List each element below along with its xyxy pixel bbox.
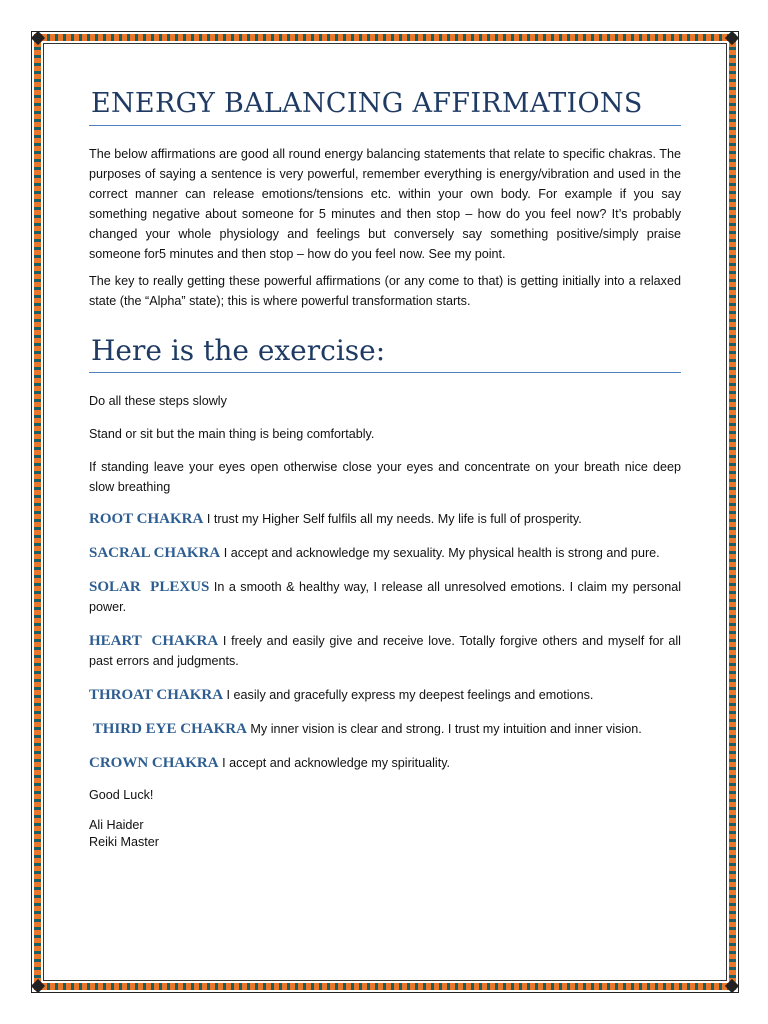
chakra-solar-plexus <box>89 577 685 617</box>
closing-line: Good Luck! <box>89 788 154 802</box>
chakra-solar-plexus-text: In a smooth & healthy way, I release all unresolved emotions. I claim my personal power. <box>89 580 685 614</box>
step-1: Do all these steps slowly <box>89 394 227 408</box>
chakra-crown-text: I accept and acknowledge my spirituality. <box>218 756 451 770</box>
chakra-throat-text: I easily and gracefully express my deepest feelings and emotions. <box>223 688 594 702</box>
chakra-throat-label: THROAT CHAKRA <box>89 687 224 703</box>
page-border-left <box>34 34 41 990</box>
page-border-top <box>34 34 736 41</box>
document-body <box>89 88 685 851</box>
chakra-third-eye-label: THIRD EYE CHAKRA <box>89 721 247 737</box>
chakra-third-eye <box>89 719 681 739</box>
chakra-sacral-text: I accept and acknowledge my sexuality. My physical health is strong and pure. <box>220 546 660 560</box>
chakra-root <box>89 509 681 529</box>
chakra-heart-text: I freely and easily give and receive love. Totally forgive others and myself for all past errors and judgments. <box>89 634 685 668</box>
step-2: Stand or sit but the main thing is being comfortably. <box>89 427 375 441</box>
intro-paragraph-1: The below affirmations are good all round energy balancing statements that relate to specific chakras. The purposes of saying a sentence is very powerful, remember everything is energy/vibration and used in the correct manner can release emotions/tensions etc. within your own body. For example if you say something negative about someone for 5 minutes and then stop – how do you feel now? It’s probably changed your whole physiology and feelings but conversely say something positive/simply praise someone for5 minutes and then stop – how do you feel now. See my point. <box>89 147 681 261</box>
step-3: If standing leave your eyes open otherwise close your eyes and concentrate on your breath nice deep slow breathing <box>89 460 681 494</box>
chakra-crown <box>89 753 681 773</box>
intro-paragraph-2: The key to really getting these powerful affirmations (or any come to that) is getting initially into a relaxed state (the “Alpha” state); this is where powerful transformation starts. <box>89 274 681 308</box>
chakra-third-eye-text: My inner vision is clear and strong. I trust my intuition and inner vision. <box>246 722 642 736</box>
chakra-root-text: I trust my Higher Self fulfils all my needs. My life is full of prosperity. <box>203 512 582 526</box>
chakra-crown-label: CROWN CHAKRA <box>89 755 219 771</box>
chakra-sacral-label: SACRAL CHAKRA <box>89 545 221 561</box>
chakra-heart-label: HEART CHAKRA <box>89 633 219 649</box>
page-border-right <box>729 34 736 990</box>
page-title: ENERGY BALANCING AFFIRMATIONS <box>89 88 681 126</box>
page-border-bottom <box>34 983 736 990</box>
chakra-solar-plexus-label: SOLAR PLEXUS <box>89 579 210 595</box>
chakra-sacral <box>89 543 681 563</box>
chakra-throat <box>89 685 681 705</box>
chakra-heart <box>89 631 685 671</box>
author-title: Reiki Master <box>89 835 159 849</box>
chakra-root-label: ROOT CHAKRA <box>89 511 204 527</box>
exercise-heading: Here is the exercise: <box>89 334 681 373</box>
author-name: Ali Haider <box>89 818 144 832</box>
